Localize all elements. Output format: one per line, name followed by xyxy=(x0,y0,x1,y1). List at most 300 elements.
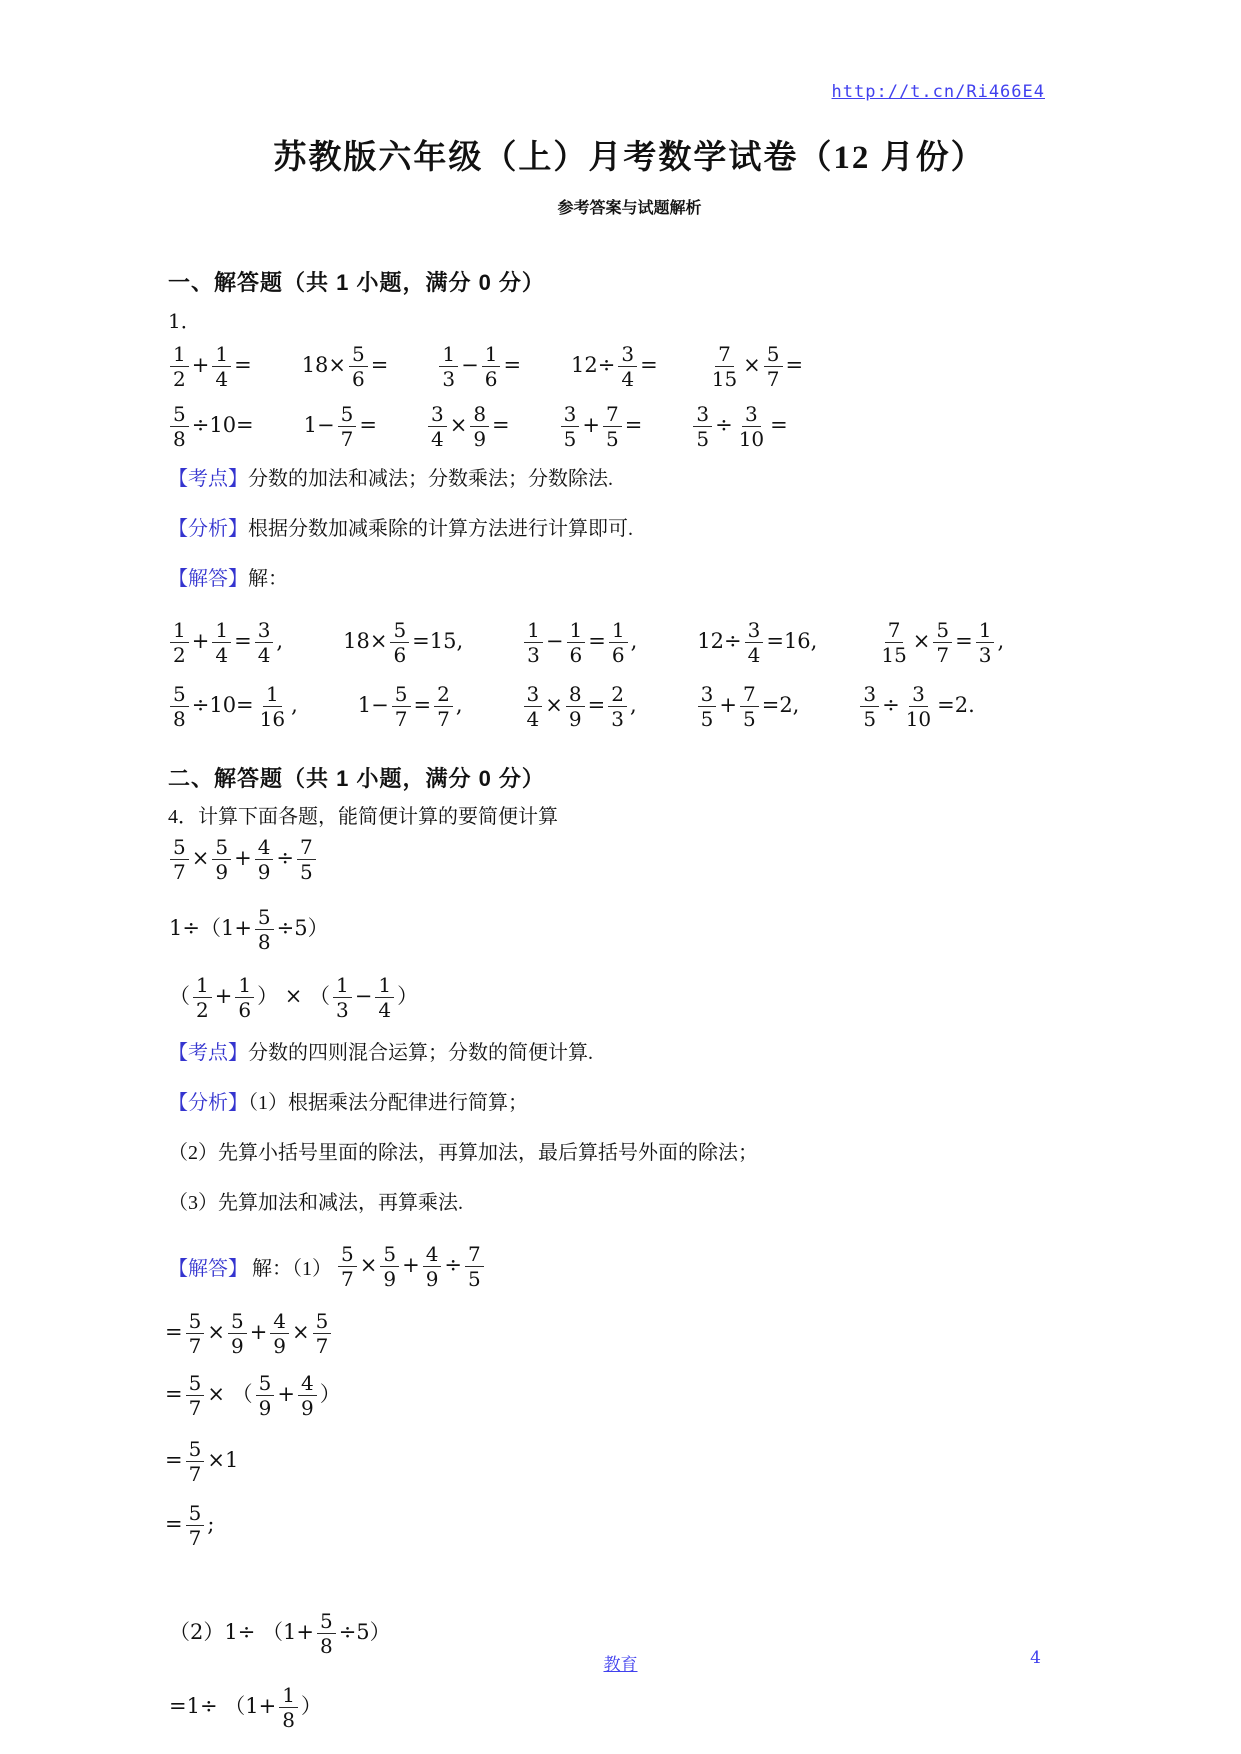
math-text: + xyxy=(582,413,600,438)
fraction-denominator: 7 xyxy=(341,1266,354,1291)
math-text: 18× xyxy=(343,629,388,654)
math-text: + xyxy=(719,693,737,718)
fraction xyxy=(297,836,316,883)
solution-lead-2: 解：（1） xyxy=(252,1257,332,1280)
knowledge-points-text: 分数的加法和减法；分数乘法；分数除法. xyxy=(248,468,613,490)
math-expression xyxy=(876,619,1005,666)
solution-step xyxy=(164,1368,1091,1422)
fraction xyxy=(976,619,995,666)
fraction-numerator: 3 xyxy=(693,403,712,427)
math-text: , xyxy=(997,629,1005,654)
fraction-numerator: 7 xyxy=(297,836,316,860)
section-1-heading: 一、解答题（共 1 小题，满分 0 分） xyxy=(168,270,545,295)
math-expression xyxy=(570,343,659,390)
fraction xyxy=(170,619,189,666)
math-text: × xyxy=(449,413,468,438)
fraction xyxy=(465,1243,484,1290)
math-text: = xyxy=(234,629,252,654)
math-text: × xyxy=(292,1320,310,1345)
solution-step xyxy=(164,1306,1091,1360)
fraction-numerator: 5 xyxy=(313,1310,332,1334)
fraction-numerator: 1 xyxy=(263,683,282,707)
fraction xyxy=(186,1310,205,1357)
fraction-denominator: 9 xyxy=(425,1266,439,1291)
fraction xyxy=(186,1372,205,1419)
fraction-numerator: 7 xyxy=(603,403,622,427)
fraction-denominator: 7 xyxy=(173,859,186,884)
fraction xyxy=(903,683,934,730)
fraction-numerator: 3 xyxy=(860,683,879,707)
math-text: + xyxy=(191,353,210,378)
fraction-numerator: 5 xyxy=(390,619,409,643)
math-text: ÷ xyxy=(444,1253,463,1278)
answer-row-2 xyxy=(168,678,1091,734)
math-text: = xyxy=(165,1382,183,1407)
math-text: =16, xyxy=(766,629,818,654)
fraction-denominator: 9 xyxy=(258,1395,272,1420)
fraction-numerator: 5 xyxy=(338,403,357,427)
fraction-denominator: 7 xyxy=(315,1333,329,1358)
fraction xyxy=(170,836,189,883)
solution-label: 【解答】 xyxy=(168,568,248,590)
fraction xyxy=(482,343,501,390)
math-text: = xyxy=(234,353,252,378)
math-text: = xyxy=(503,353,522,378)
knowledge-points-line-2 xyxy=(168,1038,1091,1068)
math-text: = xyxy=(785,353,804,378)
analysis-label-2: 【分析】 xyxy=(168,1092,248,1114)
fraction xyxy=(228,1310,247,1357)
fraction-denominator: 6 xyxy=(352,366,365,391)
fraction xyxy=(186,1438,205,1485)
fraction xyxy=(608,683,627,730)
math-text: （ xyxy=(169,984,190,1009)
fraction-denominator: 10 xyxy=(905,706,932,731)
fraction-denominator: 8 xyxy=(173,426,186,451)
fraction xyxy=(170,343,189,390)
expression-3 xyxy=(168,970,1091,1024)
fraction xyxy=(764,343,783,390)
fraction-denominator: 7 xyxy=(188,1525,202,1550)
fraction-denominator: 7 xyxy=(437,706,450,731)
fraction xyxy=(255,836,274,883)
fraction xyxy=(270,1310,289,1357)
analysis-step-3-line xyxy=(168,1188,1091,1218)
fraction xyxy=(709,343,740,390)
fraction-denominator: 5 xyxy=(742,706,756,731)
fraction xyxy=(470,403,489,450)
fraction-denominator: 4 xyxy=(430,426,444,451)
fraction-denominator: 4 xyxy=(257,642,271,667)
fraction-numerator: 5 xyxy=(186,1438,205,1462)
fraction-denominator: 3 xyxy=(978,642,992,667)
fraction xyxy=(618,343,637,390)
fraction-numerator: 3 xyxy=(255,619,274,643)
math-text: =2, xyxy=(761,693,800,718)
fraction-denominator: 5 xyxy=(468,1266,481,1291)
expression-1 xyxy=(168,832,1091,886)
math-text: , xyxy=(629,693,637,718)
fraction xyxy=(212,836,231,883)
fraction xyxy=(439,343,458,390)
math-text: 1÷（1+ xyxy=(169,916,252,941)
math-text: × xyxy=(545,693,563,718)
fraction-numerator: 1 xyxy=(212,619,231,643)
fraction-numerator: 5 xyxy=(228,1310,247,1334)
fraction-numerator: 3 xyxy=(428,403,447,427)
math-text: + xyxy=(214,984,233,1009)
math-expression xyxy=(522,683,638,730)
fraction xyxy=(524,683,543,730)
solution-line-2 xyxy=(168,1238,1091,1294)
fraction xyxy=(212,343,231,390)
math-expression xyxy=(426,403,511,450)
question-1-number: 1． xyxy=(168,309,201,333)
fraction-numerator: 8 xyxy=(566,683,585,707)
expression-2 xyxy=(168,902,1091,956)
solution-steps xyxy=(165,1306,1091,1552)
fraction-numerator: 5 xyxy=(186,1502,205,1526)
fraction-denominator: 8 xyxy=(319,1633,333,1658)
math-text: + xyxy=(402,1253,420,1278)
part-2-step xyxy=(168,1680,1091,1734)
fraction-numerator: 1 xyxy=(567,619,586,643)
fraction xyxy=(170,683,189,730)
math-expression xyxy=(559,403,644,450)
fraction-numerator: 5 xyxy=(317,1610,336,1634)
fraction-denominator: 4 xyxy=(747,642,761,667)
math-text: = xyxy=(492,413,510,438)
fraction xyxy=(745,619,764,666)
fraction-denominator: 9 xyxy=(473,426,487,451)
math-text: ÷5） xyxy=(276,916,329,941)
fraction-denominator: 4 xyxy=(215,642,229,667)
section-2 xyxy=(165,764,1091,1734)
fraction-numerator: 3 xyxy=(745,619,764,643)
math-expression xyxy=(707,343,804,390)
math-text: , xyxy=(455,693,463,718)
fraction-denominator: 9 xyxy=(215,859,229,884)
fraction xyxy=(428,403,447,450)
fraction-numerator: 7 xyxy=(740,683,759,707)
math-text: ） xyxy=(319,1382,341,1407)
solution-expression xyxy=(336,1243,486,1290)
fraction xyxy=(380,1243,399,1290)
math-text: , xyxy=(276,629,284,654)
math-text: × xyxy=(207,1320,225,1345)
fraction xyxy=(193,974,212,1021)
knowledge-points-label-2: 【考点】 xyxy=(168,1042,248,1064)
math-text: = xyxy=(165,1512,183,1537)
math-text: − xyxy=(461,353,479,378)
math-text: ; xyxy=(207,1512,215,1537)
fraction-denominator: 5 xyxy=(863,706,877,731)
fraction-denominator: 7 xyxy=(188,1333,202,1358)
math-expression xyxy=(168,403,255,450)
fraction xyxy=(375,974,394,1021)
solution-step xyxy=(164,1434,1091,1488)
math-text: =2. xyxy=(937,693,975,718)
fraction xyxy=(609,619,628,666)
fraction-denominator: 4 xyxy=(621,366,635,391)
fraction xyxy=(235,974,254,1021)
math-text: ÷ xyxy=(276,846,295,871)
math-text: （2）1÷ （1+ xyxy=(169,1620,314,1645)
math-text: ） xyxy=(397,984,419,1009)
math-text: ×1 xyxy=(207,1448,239,1473)
fraction-numerator: 3 xyxy=(909,683,928,707)
analysis-step-3: （3）先算加法和减法，再算乘法. xyxy=(168,1192,463,1214)
fraction xyxy=(566,683,585,730)
analysis-text: 根据分数加减乘除的计算方法进行计算即可. xyxy=(248,518,633,540)
math-expression xyxy=(303,403,378,450)
fraction xyxy=(338,1243,357,1290)
fraction xyxy=(255,619,274,666)
fraction xyxy=(317,1610,336,1657)
fraction-numerator: 5 xyxy=(255,906,274,930)
math-text: ÷10= xyxy=(191,693,254,718)
answer-row-1 xyxy=(168,614,1091,670)
fraction-numerator: 4 xyxy=(270,1310,289,1334)
fraction xyxy=(693,403,712,450)
fraction-numerator: 1 xyxy=(279,1684,298,1708)
fraction-numerator: 5 xyxy=(338,1243,357,1267)
fraction-numerator: 1 xyxy=(609,619,628,643)
fraction-denominator: 5 xyxy=(696,426,710,451)
math-expression xyxy=(858,683,975,730)
math-expression xyxy=(696,619,818,666)
analysis-line-2 xyxy=(168,1088,1091,1118)
fraction xyxy=(603,403,622,450)
math-text: =15, xyxy=(412,629,464,654)
math-text: 12÷ xyxy=(571,353,616,378)
fraction-numerator: 3 xyxy=(524,683,543,707)
math-expression xyxy=(168,683,299,730)
fraction-numerator: 1 xyxy=(170,343,189,367)
fraction xyxy=(255,906,274,953)
fraction-numerator: 8 xyxy=(470,403,489,427)
math-expression xyxy=(691,403,788,450)
math-text: = xyxy=(624,413,643,438)
solution-lead-text: 解： xyxy=(248,568,288,590)
document-content xyxy=(0,136,1241,1734)
fraction-numerator: 2 xyxy=(608,683,627,707)
fraction-denominator: 6 xyxy=(393,642,407,667)
math-text: = xyxy=(413,693,432,718)
solution-label-2: 【解答】 xyxy=(168,1257,248,1280)
fraction xyxy=(567,619,586,666)
math-text: × xyxy=(743,353,761,378)
footer-site-link[interactable]: 教育 xyxy=(603,1655,638,1674)
fraction-numerator: 1 xyxy=(170,619,189,643)
fraction-denominator: 9 xyxy=(273,1333,287,1358)
fraction xyxy=(186,1502,205,1549)
fraction-numerator: 4 xyxy=(255,836,274,860)
fraction-numerator: 3 xyxy=(742,403,761,427)
math-text: ） xyxy=(300,1694,322,1719)
fraction-numerator: 5 xyxy=(170,403,189,427)
math-text: = xyxy=(165,1320,183,1345)
math-expression xyxy=(522,619,638,666)
fraction-denominator: 15 xyxy=(711,366,738,391)
fraction-numerator: 5 xyxy=(186,1310,205,1334)
math-text: ÷10= xyxy=(191,413,254,438)
math-text: + xyxy=(277,1382,295,1407)
fraction-denominator: 2 xyxy=(173,642,186,667)
knowledge-points-label: 【考点】 xyxy=(168,468,248,490)
fraction xyxy=(170,403,189,450)
fraction-numerator: 5 xyxy=(933,619,952,643)
math-text: × xyxy=(191,846,210,871)
fraction-denominator: 5 xyxy=(700,706,714,731)
fraction-numerator: 7 xyxy=(885,619,904,643)
math-expression xyxy=(301,343,390,390)
analysis-label: 【分析】 xyxy=(168,518,248,540)
fraction-numerator: 1 xyxy=(976,619,995,643)
fraction-denominator: 9 xyxy=(383,1266,397,1291)
analysis-step-2: （2）先算小括号里面的除法，再算加法，最后算括号外面的除法； xyxy=(168,1142,758,1164)
math-text: ） × （ xyxy=(257,984,331,1009)
fraction xyxy=(698,683,717,730)
math-text: + xyxy=(249,1320,268,1345)
math-text: 12÷ xyxy=(697,629,742,654)
solution-lead-line xyxy=(168,564,1091,594)
math-expression xyxy=(696,683,801,730)
question-4-text: 4．计算下面各题，能简便计算的要简便计算 xyxy=(168,806,558,828)
fraction-numerator: 5 xyxy=(392,683,411,707)
fraction-denominator: 4 xyxy=(378,997,392,1022)
math-text: = xyxy=(955,629,973,654)
math-text: , xyxy=(291,693,298,718)
fraction-numerator: 7 xyxy=(715,343,734,367)
fraction-denominator: 3 xyxy=(527,642,540,667)
fraction-numerator: 5 xyxy=(764,343,783,367)
fraction xyxy=(524,619,543,666)
math-text: ÷ xyxy=(715,413,733,438)
analysis-step-1: （1）根据乘法分配律进行简算； xyxy=(248,1092,528,1114)
fraction-numerator: 3 xyxy=(698,683,717,707)
fraction-denominator: 9 xyxy=(300,1395,314,1420)
fraction xyxy=(423,1243,442,1290)
section-2-heading: 二、解答题（共 1 小题，满分 0 分） xyxy=(168,766,545,791)
math-text: 1− xyxy=(303,413,335,438)
fraction-numerator: 1 xyxy=(482,343,501,367)
math-text: + xyxy=(234,846,252,871)
math-expression xyxy=(437,343,522,390)
fraction xyxy=(860,683,879,730)
fraction-numerator: 1 xyxy=(524,619,543,643)
fraction-denominator: 5 xyxy=(300,859,313,884)
fraction xyxy=(740,683,759,730)
fraction xyxy=(349,343,368,390)
fraction xyxy=(333,974,352,1021)
page-subtitle: 参考答案与试题解析 xyxy=(557,200,702,217)
math-text: + xyxy=(191,629,210,654)
fraction-denominator: 5 xyxy=(563,426,577,451)
fraction-denominator: 8 xyxy=(257,929,271,954)
fraction-numerator: 1 xyxy=(212,343,231,367)
fraction-denominator: 2 xyxy=(196,997,209,1022)
math-text: × xyxy=(359,1253,378,1278)
fraction xyxy=(392,683,411,730)
fraction xyxy=(212,619,231,666)
fraction xyxy=(434,683,453,730)
fraction-numerator: 3 xyxy=(561,403,580,427)
fraction-denominator: 7 xyxy=(394,706,408,731)
knowledge-points-line xyxy=(168,464,1091,494)
fraction-denominator: 2 xyxy=(173,366,186,391)
fraction-numerator: 5 xyxy=(212,836,231,860)
fraction-denominator: 9 xyxy=(568,706,582,731)
section-1 xyxy=(168,268,1091,734)
math-text: − xyxy=(354,984,373,1009)
header-url-link[interactable]: http://t.cn/Ri466E4 xyxy=(831,82,1045,102)
fraction-denominator: 7 xyxy=(340,426,354,451)
math-expression xyxy=(168,343,253,390)
fraction-denominator: 4 xyxy=(526,706,540,731)
fraction-numerator: 1 xyxy=(235,974,254,998)
fraction xyxy=(257,683,288,730)
math-text: = xyxy=(640,353,658,378)
fraction-denominator: 9 xyxy=(257,859,271,884)
fraction xyxy=(338,403,357,450)
problem-row-2 xyxy=(168,398,1091,454)
fraction-denominator: 7 xyxy=(766,366,780,391)
fraction-denominator: 6 xyxy=(238,997,252,1022)
fraction-numerator: 4 xyxy=(423,1243,442,1267)
math-text: , xyxy=(630,629,638,654)
math-text: =1÷ （1+ xyxy=(169,1694,277,1719)
math-text: = xyxy=(370,353,389,378)
fraction-denominator: 7 xyxy=(188,1395,202,1420)
fraction-numerator: 2 xyxy=(434,683,453,707)
fraction-numerator: 1 xyxy=(193,974,212,998)
fraction-denominator: 4 xyxy=(215,366,229,391)
fraction-denominator: 7 xyxy=(188,1461,202,1486)
fraction-numerator: 5 xyxy=(186,1372,205,1396)
fraction-denominator: 8 xyxy=(282,1707,295,1732)
analysis-line xyxy=(168,514,1091,544)
fraction-denominator: 3 xyxy=(611,706,624,731)
fraction-numerator: 5 xyxy=(170,683,189,707)
math-text: 1− xyxy=(357,693,389,718)
fraction xyxy=(279,1684,298,1731)
solution-step xyxy=(164,1498,1091,1552)
math-expression xyxy=(168,619,284,666)
fraction-denominator: 5 xyxy=(606,426,619,451)
fraction-denominator: 16 xyxy=(259,706,286,731)
math-text: × xyxy=(912,629,931,654)
fraction-numerator: 1 xyxy=(439,343,458,367)
fraction-numerator: 5 xyxy=(380,1243,399,1267)
math-expression xyxy=(357,683,464,730)
fraction xyxy=(561,403,580,450)
fraction xyxy=(390,619,409,666)
math-text: − xyxy=(545,629,564,654)
math-expression xyxy=(342,619,464,666)
fraction-numerator: 5 xyxy=(170,836,189,860)
math-text: × （ xyxy=(207,1382,253,1407)
fraction-denominator: 6 xyxy=(484,366,498,391)
fraction xyxy=(933,619,952,666)
fraction-denominator: 15 xyxy=(881,642,907,667)
problem-row-1 xyxy=(168,338,1091,394)
math-text: ÷5） xyxy=(338,1620,391,1645)
fraction-numerator: 3 xyxy=(618,343,637,367)
fraction-denominator: 9 xyxy=(230,1333,244,1358)
fraction-denominator: 6 xyxy=(569,642,583,667)
fraction xyxy=(878,619,909,666)
